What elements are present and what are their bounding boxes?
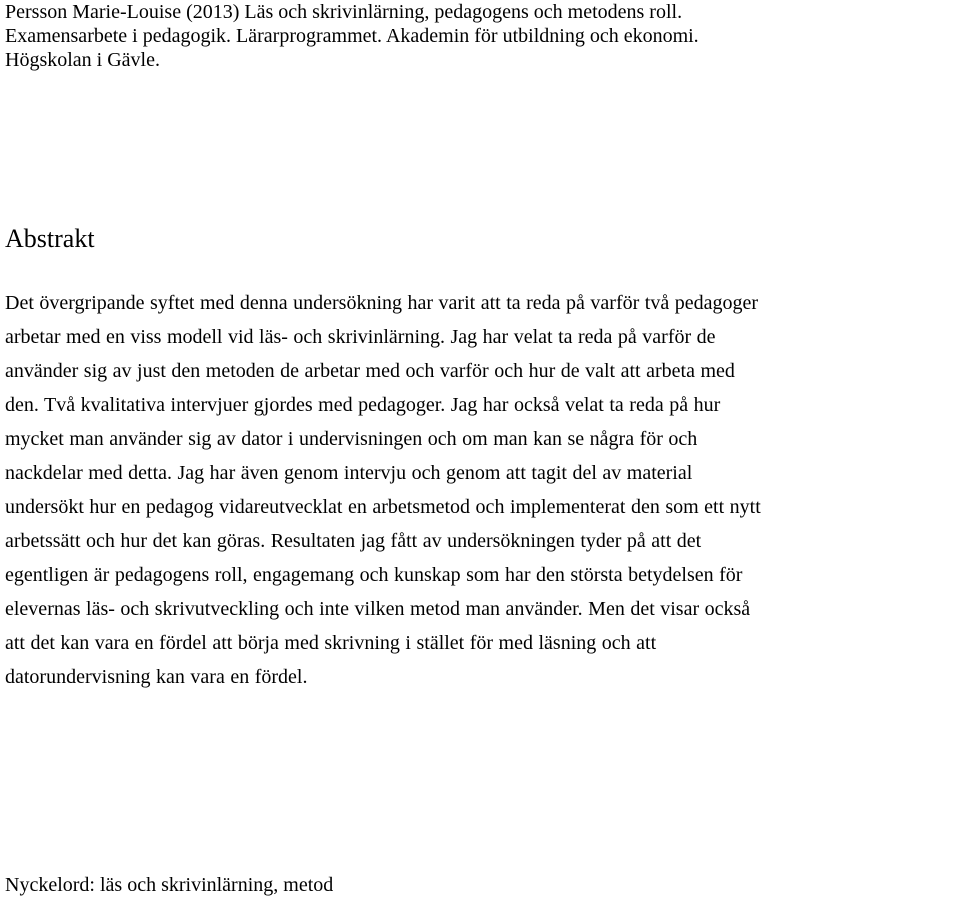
- citation-line: Högskolan i Gävle.: [5, 49, 160, 71]
- keywords: Nyckelord: läs och skrivinlärning, metod: [5, 874, 334, 896]
- citation: [5, 0, 950, 72]
- abstract-heading: Abstrakt: [5, 224, 95, 253]
- citation-line: Persson Marie-Louise (2013) Läs och skrivinlärning, pedagogens och metodens roll.: [5, 1, 683, 23]
- abstract-line: nackdelar med detta. Jag har även genom intervju och genom att tagit del av material: [5, 462, 693, 484]
- abstract-line: undersökt hur en pedagog vidareutvecklat en arbetsmetod och implementerat den som ett nytt: [5, 496, 761, 518]
- abstract-line: den. Två kvalitativa intervjuer gjordes med pedagoger. Jag har också velat ta reda på hur: [5, 394, 721, 416]
- abstract-line: arbetar med en viss modell vid läs- och skrivinlärning. Jag har velat ta reda på varför de: [5, 326, 716, 348]
- abstract-line: använder sig av just den metoden de arbetar med och varför och hur de valt att arbeta med: [5, 360, 735, 382]
- abstract-line: datorundervisning kan vara en fördel.: [5, 666, 308, 688]
- abstract-line: mycket man använder sig av dator i undervisningen och om man kan se några för och: [5, 428, 698, 450]
- abstract-line: elevernas läs- och skrivutveckling och inte vilken metod man använder. Men det visar också: [5, 598, 751, 620]
- abstract-line: att det kan vara en fördel att börja med skrivning i stället för med läsning och att: [5, 632, 657, 654]
- abstract-line: egentligen är pedagogens roll, engagemang och kunskap som har den största betydelsen för: [5, 564, 743, 586]
- abstract-line: Det övergripande syftet med denna undersökning har varit att ta reda på varför två pedagoger: [5, 292, 759, 314]
- citation-line: Examensarbete i pedagogik. Lärarprogrammet. Akademin för utbildning och ekonomi.: [5, 25, 699, 47]
- abstract-line: arbetssätt och hur det kan göras. Resultaten jag fått av undersökningen tyder på att det: [5, 530, 702, 552]
- abstract-body: [5, 286, 957, 694]
